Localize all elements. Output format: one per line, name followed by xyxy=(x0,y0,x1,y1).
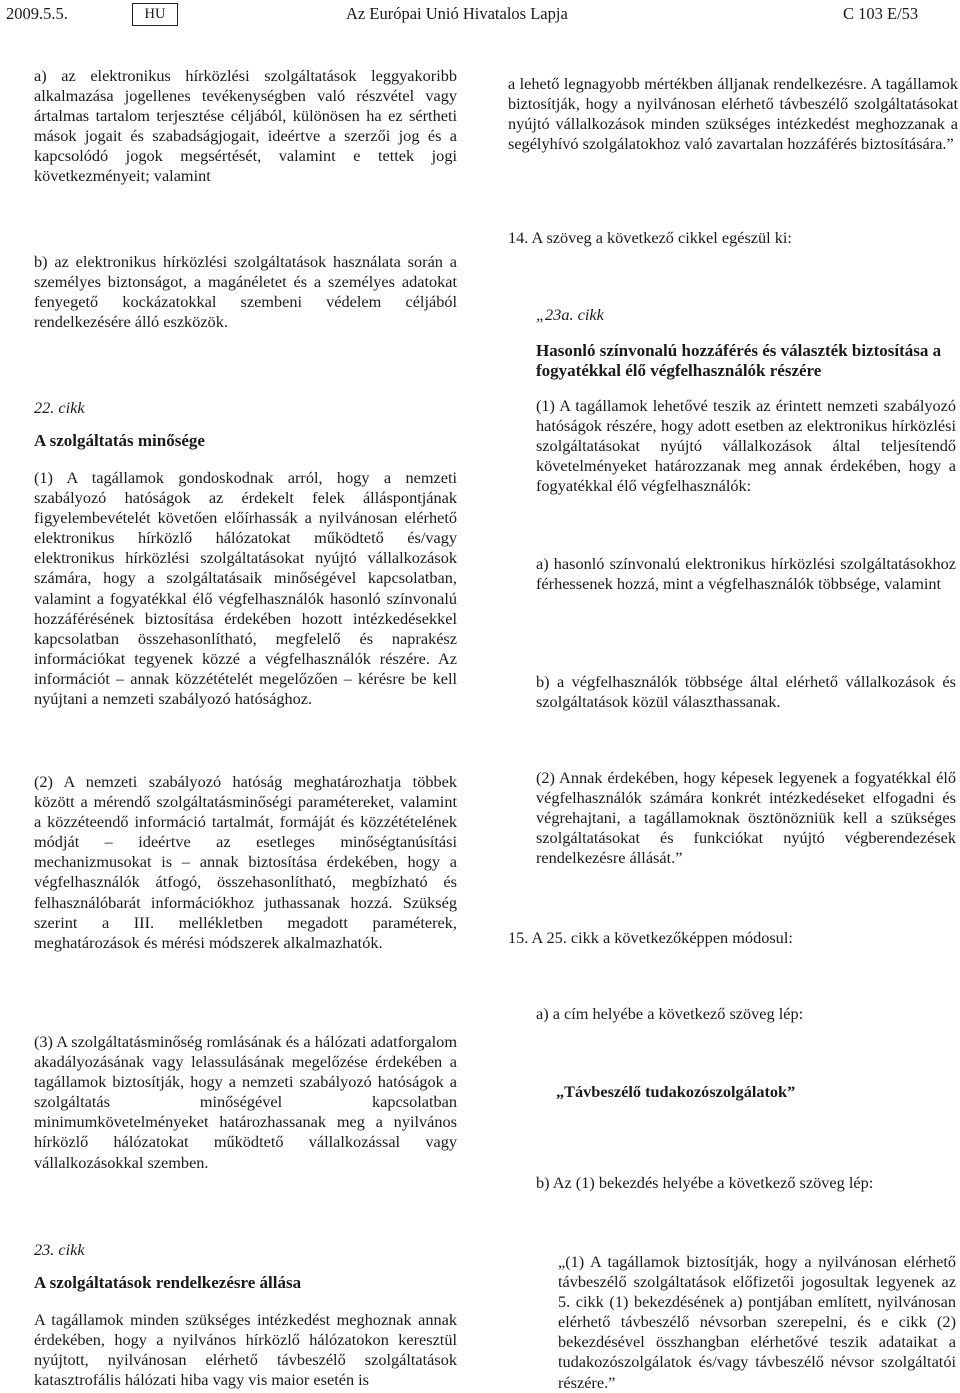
article-23a-paragraph-2: (2) Annak érdekében, hogy képesek legyenek a fogyatékkal élő végfelhasználók számára konkrét intézkedéseket elfogadni és végrehajtani, a tagállamoknak ösztönözniük kell a szükséges szolgáltatásokat és funkciókat nyújtó végberendezések rendelkezésre állását.” xyxy=(536,768,956,868)
point-a: a) az elektronikus hírközlési szolgáltatások leggyakoribb alkalmazása jogellenes tevékenységben való részvétel vagy ártalmas tartalom terjesztése céljából, különösen ha ez sértheti mások jogait és szabadságjogait, ideértve a szerzői jog és a kapcsolódó jogok megsértését, valamint e tettek jogi következményeit; valamint xyxy=(34,66,457,186)
article-23a-point-b: b) a végfelhasználók többsége által elérhető vállalkozások és szolgáltatások közül választhassanak. xyxy=(536,672,956,712)
item-15-point-b-quote: „(1) A tagállamok biztosítják, hogy a nyilvánosan elérhető távbeszélő szolgáltatások előfizetői jogosultak legyenek az 5. cikk (1) bekezdésének a) pontjában említett, nyilvánosan elérhető távbeszélő névsorban szerepelni, és e cikk (2) bekezdésével összhangban elérhetővé teszik adataikat a tudakozószolgálatok és/vagy távbeszélő névsor szolgáltatói részére.” xyxy=(558,1252,956,1392)
item-14: 14. A szöveg a következő cikkel egészül ki: xyxy=(508,228,792,247)
item-15-point-a-quote: „Távbeszélő tudakozószolgálatok” xyxy=(556,1082,796,1101)
article-23-title: A szolgáltatások rendelkezésre állása xyxy=(34,1273,302,1292)
item-15-point-a: a) a cím helyébe a következő szöveg lép: xyxy=(536,1004,804,1023)
page-reference: C 103 E/53 xyxy=(843,4,919,23)
article-22-paragraph-3: (3) A szolgáltatásminőség romlásának és a hálózati adatforgalom akadályozásának vagy lelassulásának megelőzése érdekében a tagállamok biztosítják, hogy a nemzeti szabályozó hatóságok a szolgáltatás minőségével kapcsolatban minimumkövetelményeket határozhassanak meg a nyilvános hírközlő hálózatokat működtető vállalkozással vagy vállalkozásokkal szemben. xyxy=(34,1032,457,1172)
article-23a-paragraph-1: (1) A tagállamok lehetővé teszik az érintett nemzeti szabályozó hatóságok részére, hogy adott esetben az elektronikus hírközlési szolgáltatásokat nyújtó vállalkozások által teljesítendő követelményeket határozzanak meg annak érdekében, hogy a fogyatékkal élő végfelhasználók: xyxy=(536,396,956,496)
publication-date: 2009.5.5. xyxy=(6,4,68,23)
journal-title: Az Európai Unió Hivatalos Lapja xyxy=(346,4,568,23)
language-badge: HU xyxy=(132,3,178,26)
continued-paragraph: a lehető legnagyobb mértékben álljanak rendelkezésre. A tagállamok biztosítják, hogy a nyilvánosan elérhető távbeszélő szolgáltatásokat nyújtó vállalkozások minden szükséges intézkedést meghozzanak a segélyhívó szolgálatokhoz való zavartalan hozzáférés biztosítására.” xyxy=(508,74,958,154)
article-22-paragraph-2: (2) A nemzeti szabályozó hatóság meghatározhatja többek között a mérendő szolgáltatásminőségi paramétereket, valamint a közzéteendő információ tartalmát, formáját és közzétételének módját – ideértve az esetleges minőségtanúsítási mechanizmusokat is – annak biztosítása érdekében, hogy a végfelhasználók átfogó, összehasonlítható, megbízható és felhasználóbarát információkhoz juthassanak hozzá. Szükség szerint a III. mellékletben megadott paraméterek, meghatározások és mérési módszerek alkalmazhatók. xyxy=(34,772,457,952)
article-23-paragraph: A tagállamok minden szükséges intézkedést meghoznak annak érdekében, hogy a nyilvános hírközlő hálózatokon keresztül nyújtott, nyilvánosan elérhető távbeszélő szolgáltatások katasztrofális hálózati hiba vagy vis maior esetén is xyxy=(34,1310,457,1390)
article-23a-number: „23a. cikk xyxy=(536,305,604,324)
article-22-number: 22. cikk xyxy=(34,398,85,417)
article-22-paragraph-1: (1) A tagállamok gondoskodnak arról, hogy a nemzeti szabályozó hatóságok az érdekelt felek álláspontjának figyelembevételét követően előírhassák a nyilvánosan elérhető elektronikus hírközlő hálózatokat működtető és/vagy elektronikus hírközlési szolgáltatásokat nyújtó vállalkozások számára, hogy a szolgáltatásaik minőségével kapcsolatban, valamint a fogyatékkal élő végfelhasználók hasonló színvonalú hozzáférésének biztosítása érdekében hozott intézkedésekkel kapcsolatban összehasonlítható, megfelelő és naprakész információkat tegyenek közzé a végfelhasználók részére. Az információt – annak közzétételét megelőzően – kérésre be kell nyújtani a nemzeti szabályozó hatósághoz. xyxy=(34,468,457,709)
item-15-point-b: b) Az (1) bekezdés helyébe a következő szöveg lép: xyxy=(536,1173,874,1192)
article-23-number: 23. cikk xyxy=(34,1240,85,1259)
item-15: 15. A 25. cikk a következőképpen módosul: xyxy=(508,928,793,947)
article-23a-title: Hasonló színvonalú hozzáférés és választék biztosítása a fogyatékkal élő végfelhasználók részére xyxy=(536,341,942,381)
article-22-title: A szolgáltatás minősége xyxy=(34,431,205,450)
article-23a-point-a: a) hasonló színvonalú elektronikus hírközlési szolgáltatásokhoz férhessenek hozzá, mint a végfelhasználók többsége, valamint xyxy=(536,554,956,594)
page-header xyxy=(0,4,960,30)
point-b: b) az elektronikus hírközlési szolgáltatások használata során a személyes biztonságot, a magánéletet és a személyes adatokat fenyegető kockázatokkal szembeni védelem céljából rendelkezésére álló eszközök. xyxy=(34,252,457,332)
